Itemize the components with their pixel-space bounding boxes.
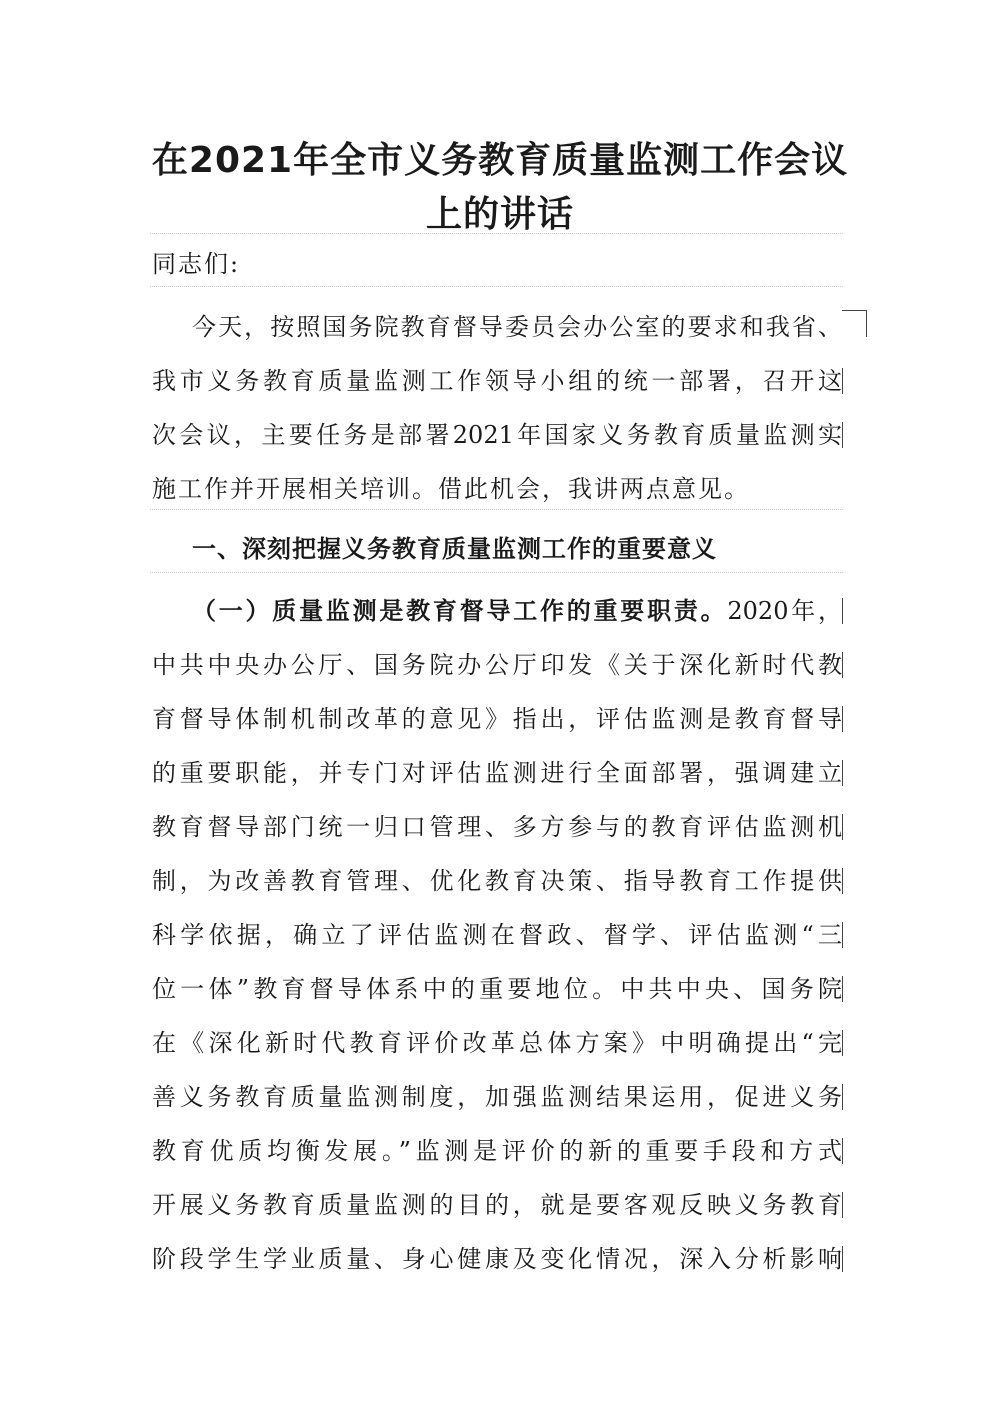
margin-mark bbox=[842, 1138, 843, 1164]
margin-mark bbox=[842, 1192, 843, 1218]
margin-mark bbox=[842, 814, 843, 840]
margin-mark bbox=[842, 922, 843, 948]
body-line: 阶段学生学业质量、身心健康及变化情况，深入分析影响 bbox=[152, 1245, 842, 1273]
body-line: 在《深化新时代教育评价改革总体方案》中明确提出“完 bbox=[152, 1029, 842, 1057]
body-line: 位一体”教育督导体系中的重要地位。中共中央、国务院 bbox=[152, 975, 842, 1003]
subsection-heading: （一）质量监测是教育督导工作的重要职责。 bbox=[192, 597, 728, 625]
body-line: 的重要职能，并专门对评估监测进行全面部署，强调建立 bbox=[152, 759, 842, 787]
subsection-lead-line bbox=[192, 594, 842, 628]
intro-line: 今天，按照国务院教育督导委员会办公室的要求和我省、 bbox=[192, 313, 842, 341]
margin-mark bbox=[842, 868, 843, 894]
paragraph-divider bbox=[150, 286, 843, 287]
document-title-line-2: 上的讲话 bbox=[425, 194, 574, 235]
margin-corner-mark bbox=[842, 310, 867, 337]
margin-mark bbox=[842, 1084, 843, 1110]
section-heading: 一、深刻把握义务教育质量监测工作的重要意义 bbox=[192, 535, 717, 563]
margin-mark bbox=[842, 1246, 843, 1272]
intro-line: 我市义务教育质量监测工作领导小组的统一部署，召开这 bbox=[152, 367, 842, 395]
body-line: 育督导体制机制改革的意见》指出，评估监测是教育督导 bbox=[152, 705, 842, 733]
margin-mark bbox=[842, 368, 843, 394]
intro-line: 施工作并开展相关培训。借此机会，我讲两点意见。 bbox=[152, 475, 750, 503]
margin-mark bbox=[842, 1030, 843, 1056]
intro-line: 次会议，主要任务是部署2021年国家义务教育质量监测实 bbox=[152, 421, 842, 449]
body-line: 教育督导部门统一归口管理、多方参与的教育评估监测机 bbox=[152, 813, 842, 841]
subsection-lead-text: 2020年， bbox=[727, 597, 843, 625]
body-line: 中共中央办公厅、国务院办公厅印发《关于深化新时代教 bbox=[152, 651, 842, 679]
body-line: 善义务教育质量监测制度，加强监测结果运用，促进义务 bbox=[152, 1083, 842, 1111]
margin-mark bbox=[842, 652, 843, 678]
body-line: 教育优质均衡发展。”监测是评价的新的重要手段和方式 bbox=[152, 1137, 842, 1165]
paragraph-divider bbox=[150, 233, 843, 234]
margin-mark bbox=[842, 976, 843, 1002]
body-line: 科学依据，确立了评估监测在督政、督学、评估监测“三 bbox=[152, 921, 842, 949]
document-title-line-1: 在2021年全市义务教育质量监测工作会议 bbox=[151, 140, 849, 181]
margin-mark bbox=[842, 422, 843, 448]
margin-mark bbox=[842, 706, 843, 732]
paragraph-divider bbox=[150, 572, 843, 573]
margin-mark bbox=[842, 598, 843, 624]
paragraph-divider bbox=[150, 509, 843, 510]
margin-mark bbox=[842, 760, 843, 786]
body-line: 制，为改善教育管理、优化教育决策、指导教育工作提供 bbox=[152, 867, 842, 895]
body-line: 开展义务教育质量监测的目的，就是要客观反映义务教育 bbox=[152, 1191, 842, 1219]
salutation: 同志们: bbox=[152, 250, 241, 278]
